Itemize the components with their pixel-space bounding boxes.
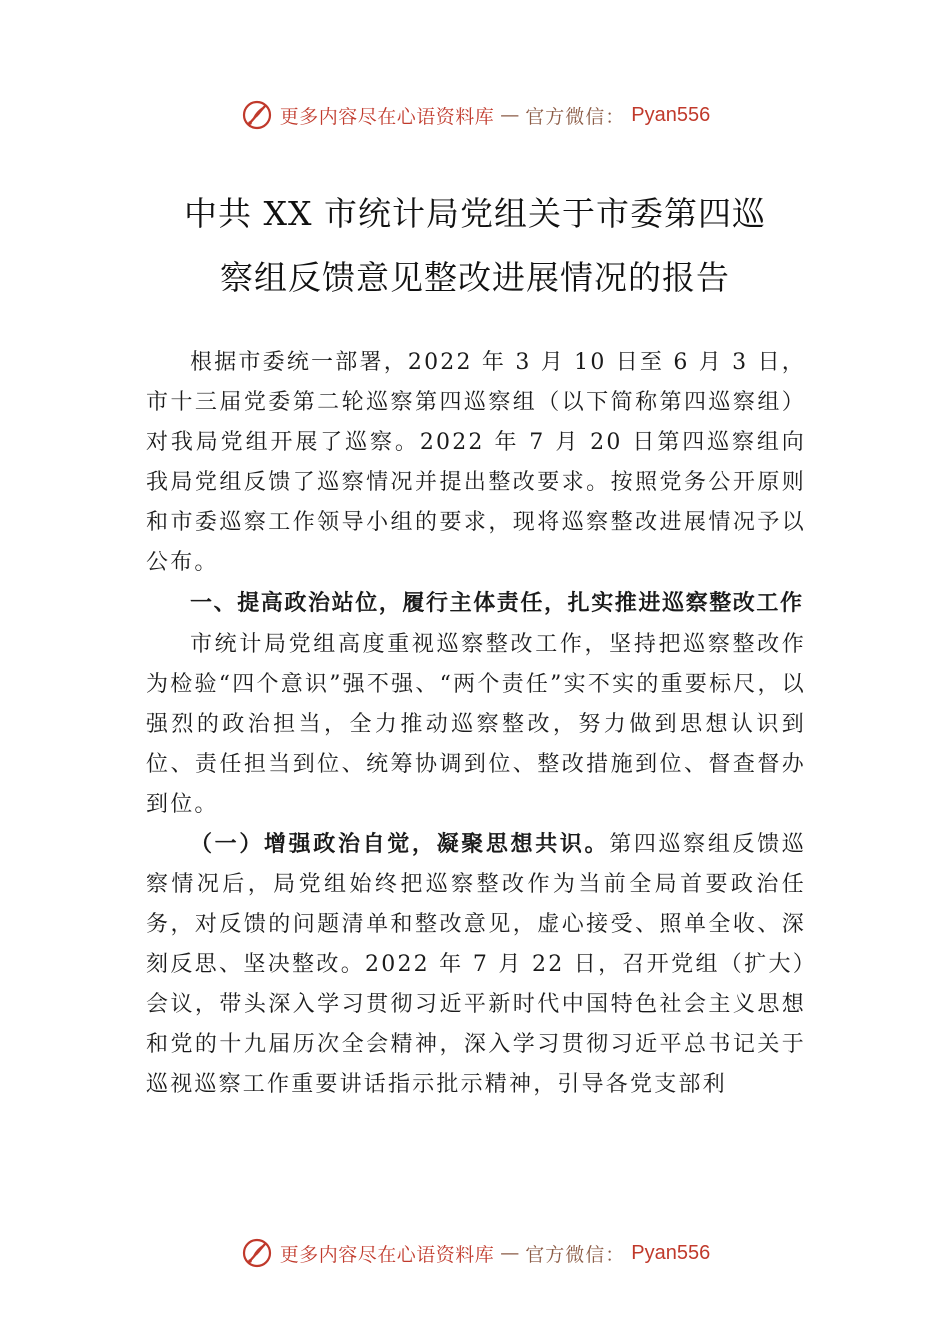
subsection-1-text: 第四巡察组反馈巡察情况后，局党组始终把巡察整改作为当前全局首要政治任务，对反馈的问题清单和整改意见，虚心接受、照单全收、深刻反思、坚决整改。2022 年 7 月 22 日，召开党组（扩大）会议，带头深入学习贯彻习近平新时代中国特色社会主义思想和党的十九届历次全会精神，深入学习贯彻习近平总书记关于巡视巡察工作重要讲话指示批示精神，引导各党支部利 xyxy=(146,832,806,1097)
quill-pen-icon xyxy=(240,1236,274,1270)
watermark-header xyxy=(0,95,950,135)
subsection-heading-1: （一）增强政治自觉，凝聚思想共识。 xyxy=(190,832,610,857)
paragraph-subsection-1 xyxy=(146,825,806,1105)
paragraph-section-1: 市统计局党组高度重视巡察整改工作，坚持把巡察整改作为检验“四个意识”强不强、“两个责任”实不实的重要标尺，以强烈的政治担当，全力推动巡察整改，努力做到思想认识到位、责任担当到位、统筹协调到位、整改措施到位、督查督办到位。 xyxy=(146,632,806,817)
document-title-line-1: 中共 XX 市统计局党组关于市委第四巡 xyxy=(184,194,766,233)
document-title-line-2: 察组反馈意见整改进展情况的报告 xyxy=(220,258,730,297)
quill-pen-icon xyxy=(240,98,274,132)
section-heading-1: 一、提高政治站位，履行主体责任，扎实推进巡察整改工作 xyxy=(190,591,804,616)
watermark-wechat-label: 官方微信： xyxy=(525,105,626,128)
watermark-account: Pyan556 xyxy=(631,103,711,126)
watermark-wechat-label: 官方微信： xyxy=(525,1243,626,1266)
watermark-footer xyxy=(0,1233,950,1273)
watermark-separator: — xyxy=(500,1242,520,1264)
document-body xyxy=(146,343,806,1105)
paragraph-intro: 根据市委统一部署，2022 年 3 月 10 日至 6 月 3 日，市十三届党委第二轮巡察第四巡察组（以下简称第四巡察组）对我局党组开展了巡察。2022 年 7 月 20 日第四巡察组向我局党组反馈了巡察情况并提出整改要求。按照党务公开原则和市委巡察工作领导小组的要求，现将巡察整改进展情况予以公布。 xyxy=(146,350,806,575)
watermark-account: Pyan556 xyxy=(631,1241,711,1264)
watermark-separator: — xyxy=(500,104,520,126)
watermark-library-name: 更多内容尽在心语资料库 xyxy=(279,1243,495,1266)
watermark-library-name: 更多内容尽在心语资料库 xyxy=(279,105,495,128)
